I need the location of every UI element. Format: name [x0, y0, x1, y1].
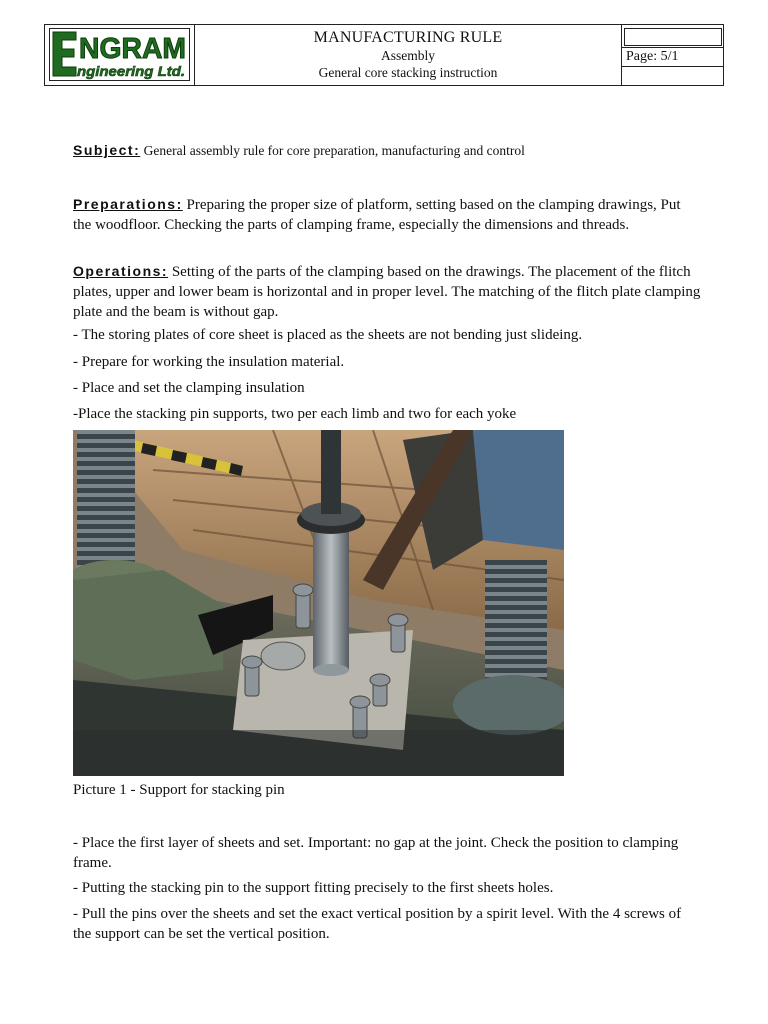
- document-subtitle: Assembly: [381, 48, 435, 63]
- photo-caption: Picture 1 - Support for stacking pin: [73, 782, 285, 798]
- document-header: [44, 24, 724, 86]
- subject-line: [73, 140, 701, 161]
- preparations-label: Preparations:: [73, 196, 183, 212]
- header-blank-box: [622, 25, 724, 47]
- logo-cell: [45, 25, 195, 85]
- list-item: - Pull the pins over the sheets and set the exact vertical position by a spirit level. With the 4 screws of the support can be set the vertical position.: [73, 906, 682, 942]
- subject-text: General assembly rule for core preparation, manufacturing and control: [140, 143, 525, 158]
- document-title: MANUFACTURING RULE: [313, 29, 503, 46]
- stacking-pin-support-photo: [73, 430, 564, 776]
- preparations-text: Preparing the proper size of platform, setting based on the clamping drawings, Put the woodfloor. Checking the parts of clamping frame, especially the dimensions and threads.: [73, 197, 681, 233]
- document-subtitle-2: General core stacking instruction: [318, 65, 498, 80]
- logo-top-text: NGRAM: [79, 33, 186, 65]
- operations-text: Setting of the parts of the clamping based on the drawings. The placement of the flitch plates, upper and lower beam is horizontal and in proper level. The matching of the flitch plate clamping plate and the beam is without gap.: [73, 264, 701, 320]
- preparations-paragraph: [73, 194, 701, 235]
- page-number: Page: 5/1: [622, 47, 724, 67]
- header-title-cell: [195, 25, 621, 85]
- logo-bottom-text: ngineering Ltd.: [77, 63, 185, 79]
- list-item: - Place the first layer of sheets and set. Important: no gap at the joint. Check the position to clamping frame.: [73, 835, 679, 871]
- operations-paragraph: [73, 261, 701, 322]
- list-item: - The storing plates of core sheet is placed as the sheets are not bending just slideing.: [73, 327, 583, 343]
- subject-label: Subject:: [73, 142, 141, 158]
- header-page-cell: [621, 25, 723, 85]
- header-blank-row: [622, 67, 724, 85]
- list-item: - Prepare for working the insulation material.: [73, 354, 345, 370]
- list-item: - Place and set the clamping insulation: [73, 380, 305, 396]
- company-logo: [49, 28, 190, 81]
- list-item: - Putting the stacking pin to the support fitting precisely to the first sheets holes.: [73, 880, 554, 896]
- list-item: -Place the stacking pin supports, two per each limb and two for each yoke: [73, 406, 517, 422]
- operations-label: Operations:: [73, 263, 169, 279]
- engram-logo-graphic: [50, 29, 189, 80]
